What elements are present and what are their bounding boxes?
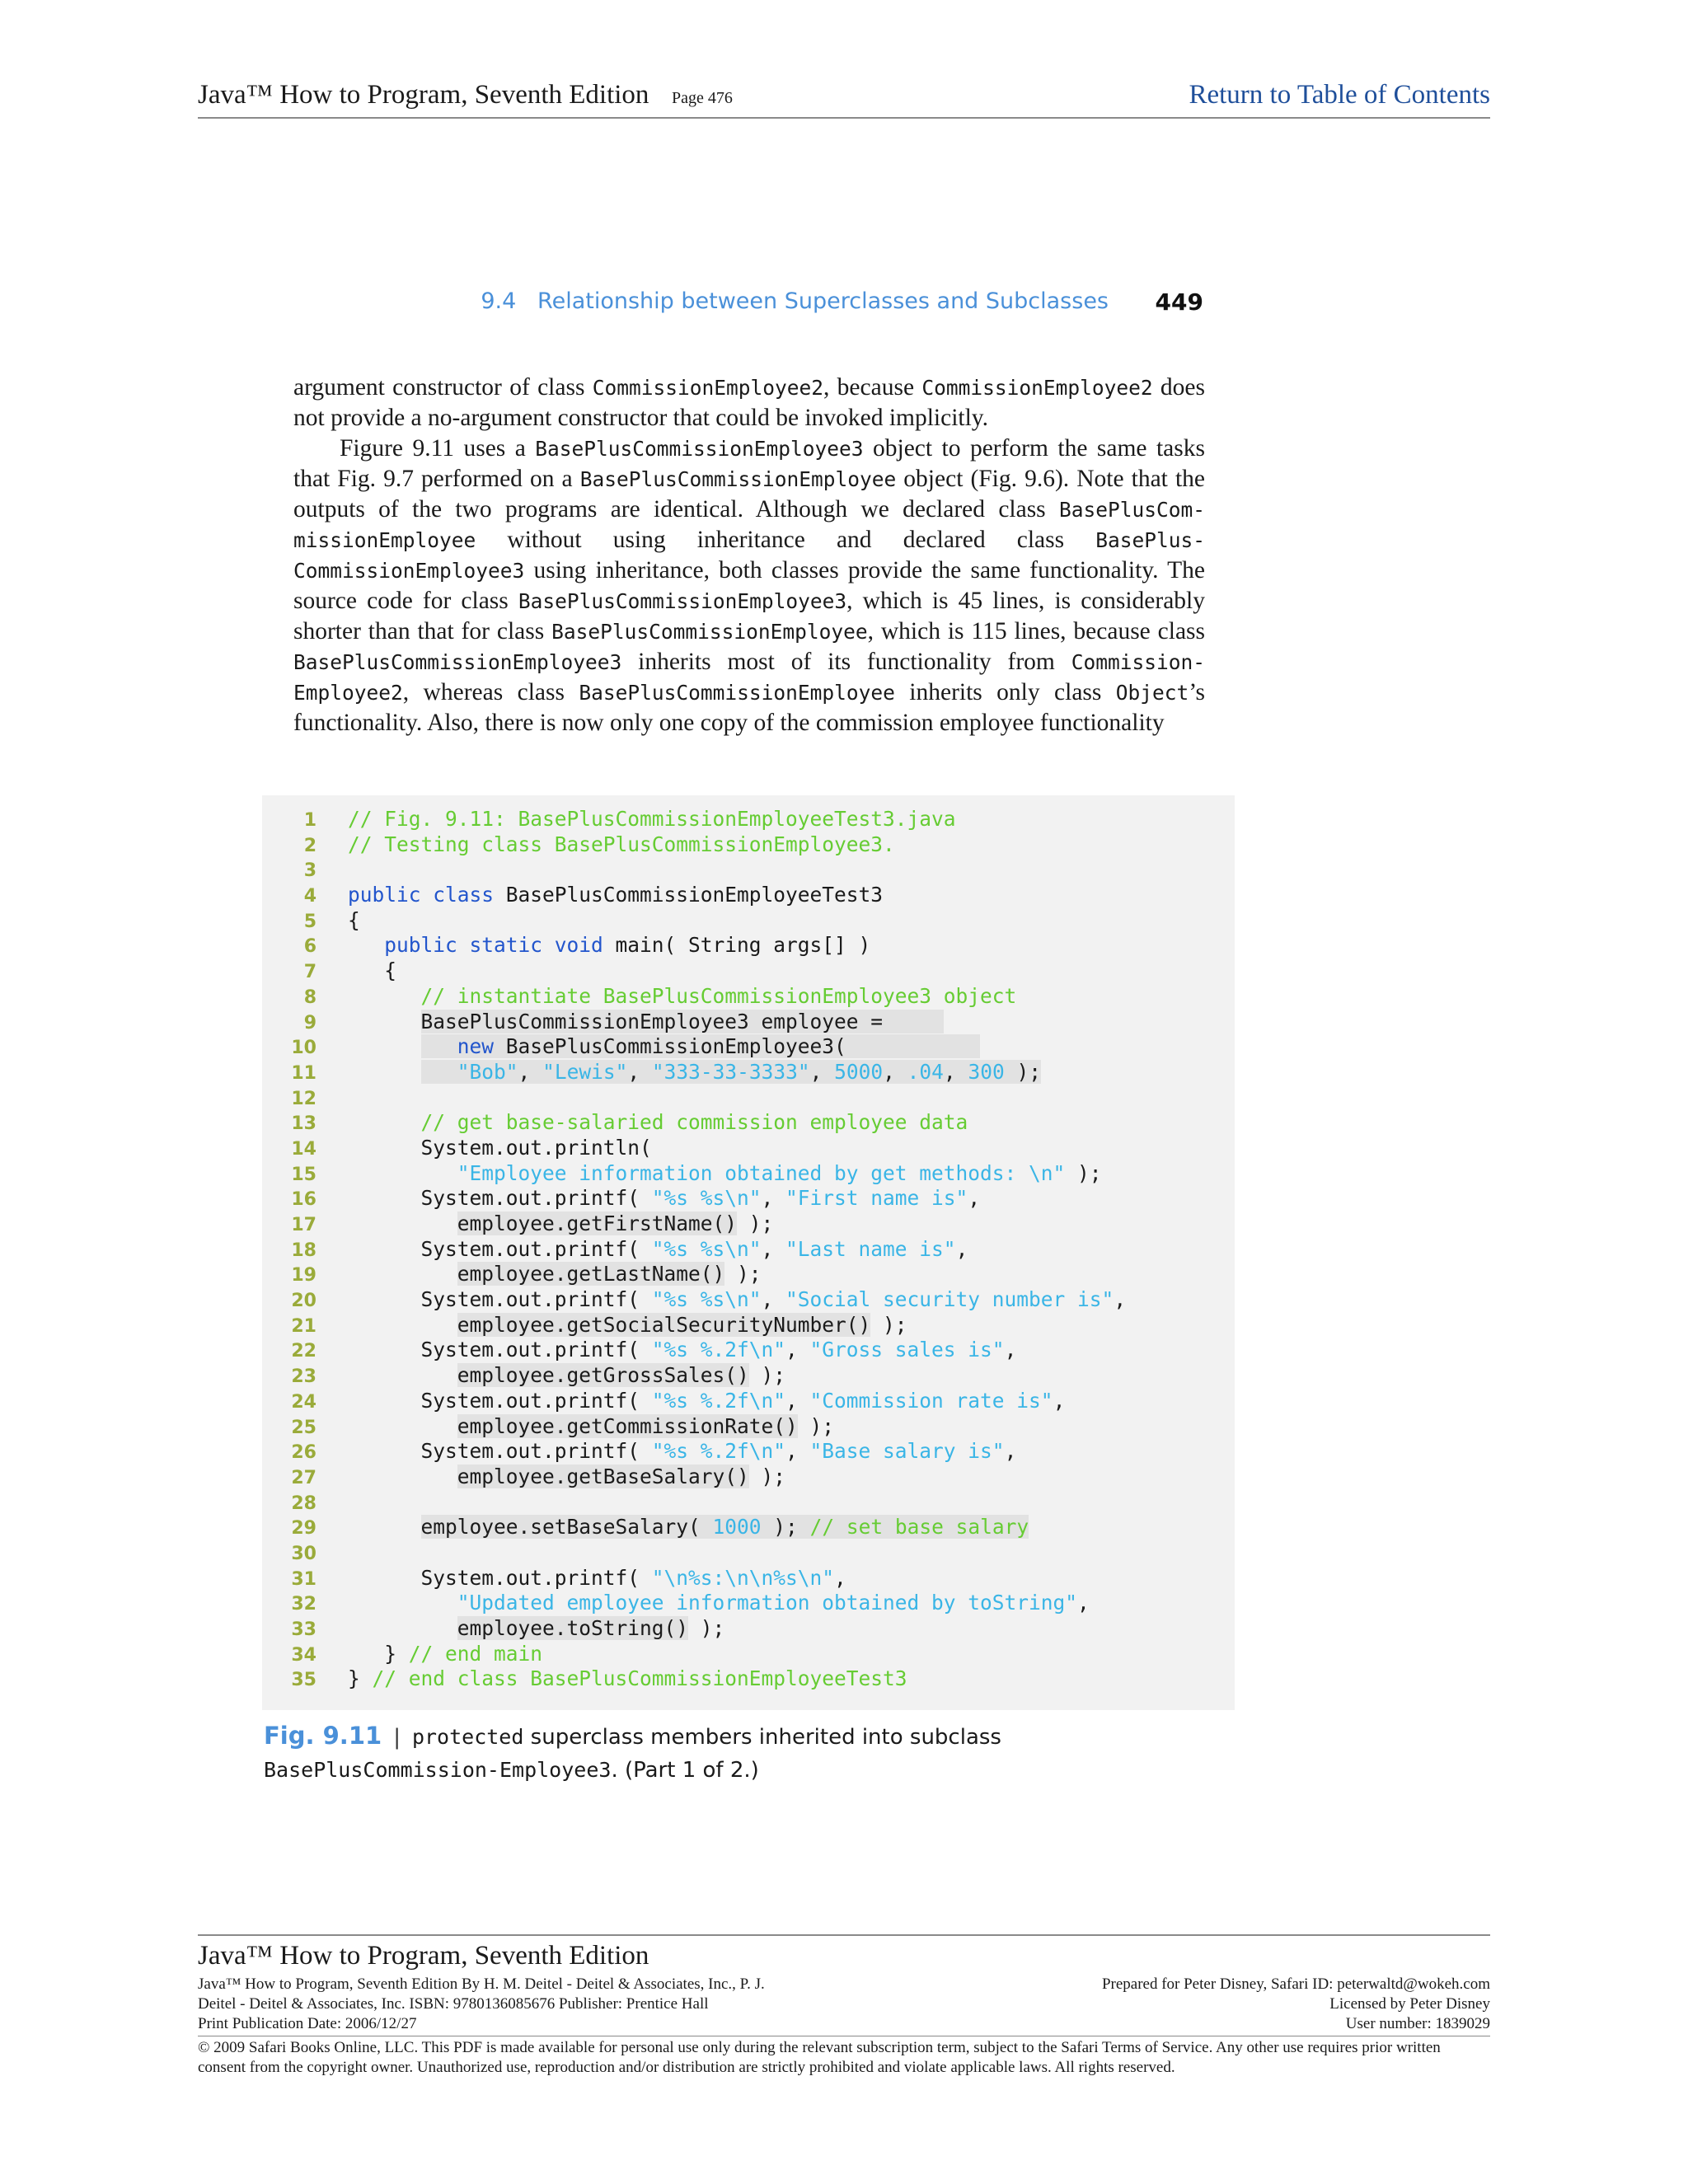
code-token: new bbox=[457, 1034, 506, 1059]
footer-right-line: User number: 1839029 bbox=[1345, 2015, 1490, 2032]
code-token: // end class BasePlusCommissionEmployeeTest3 bbox=[372, 1666, 907, 1691]
code-token: , bbox=[785, 1388, 810, 1413]
code-token bbox=[348, 933, 384, 957]
code-line bbox=[280, 883, 1126, 908]
paragraph bbox=[293, 434, 1205, 738]
code-token bbox=[348, 1110, 421, 1134]
code-token: "Lewis" bbox=[542, 1059, 628, 1084]
inline-code: BasePlusCommissionEmployee3 bbox=[518, 589, 847, 613]
line-number: 23 bbox=[291, 1366, 316, 1388]
footer-row bbox=[198, 1994, 1490, 2014]
line-number: 25 bbox=[291, 1417, 316, 1438]
code-token: "Updated employee information obtained by toString" bbox=[457, 1591, 1078, 1615]
code-line bbox=[280, 1313, 1126, 1338]
code-token: "%s %s\n" bbox=[651, 1287, 762, 1312]
line-number: 10 bbox=[291, 1038, 316, 1059]
code-token bbox=[348, 984, 421, 1008]
code-token bbox=[348, 1034, 421, 1058]
code-token: "Last name is" bbox=[785, 1236, 956, 1261]
footer-row bbox=[198, 1975, 1490, 1994]
code-token: , bbox=[1077, 1591, 1090, 1615]
code-token bbox=[421, 1034, 457, 1058]
body-text bbox=[293, 373, 1205, 738]
code-token: "Commission rate is" bbox=[809, 1388, 1053, 1413]
line-number: 6 bbox=[303, 936, 316, 958]
code-token: ); bbox=[1004, 1059, 1041, 1084]
code-token: 5000 bbox=[834, 1059, 884, 1084]
paragraph bbox=[293, 373, 1205, 434]
code-token: } bbox=[348, 1666, 373, 1691]
code-line bbox=[280, 933, 1126, 958]
text-run: object (Fig. 9.6). Note that the outputs of the two programs are identical. Although we declared class bbox=[293, 466, 1205, 523]
code-token: , bbox=[1004, 1439, 1017, 1464]
code-line bbox=[280, 1490, 1126, 1516]
inline-code: BasePlusCommissionEmployee3 bbox=[535, 437, 864, 461]
code-line bbox=[280, 1414, 1126, 1440]
text-run: inherits only class bbox=[894, 679, 1116, 705]
code-token bbox=[348, 1313, 457, 1337]
code-token: "Base salary is" bbox=[809, 1439, 1005, 1464]
line-number: 8 bbox=[303, 987, 316, 1008]
code-token bbox=[348, 1212, 457, 1235]
code-token: , bbox=[761, 1236, 786, 1261]
line-number: 11 bbox=[291, 1062, 316, 1084]
line-number: 24 bbox=[291, 1391, 316, 1413]
code-token: , bbox=[761, 1287, 786, 1312]
code-line bbox=[280, 1591, 1126, 1616]
line-number: 4 bbox=[303, 886, 316, 907]
text-run: without using inheritance and declared class bbox=[476, 527, 1096, 553]
code-token: ); bbox=[737, 1212, 774, 1235]
line-number: 21 bbox=[291, 1315, 316, 1337]
inline-code: BasePlusCommissionEmployee bbox=[551, 620, 868, 644]
line-number: 7 bbox=[303, 962, 316, 983]
code-token: , bbox=[1114, 1287, 1127, 1312]
code-line bbox=[280, 1010, 1126, 1035]
figure-label: Fig. 9.11 bbox=[264, 1722, 382, 1750]
code-token: main( String args[] ) bbox=[615, 933, 871, 958]
inline-code: Commission-Employee2 bbox=[293, 650, 1205, 705]
line-number: 26 bbox=[291, 1442, 316, 1464]
code-line bbox=[280, 1540, 1126, 1566]
code-token: , bbox=[834, 1565, 846, 1590]
code-token: System.out.printf( bbox=[348, 1236, 652, 1261]
code-token: , bbox=[955, 1236, 968, 1261]
footer-title: Java™ How to Program, Seventh Edition bbox=[198, 1941, 649, 1971]
code-token: System.out.printf( bbox=[348, 1388, 652, 1413]
code-token: ); bbox=[870, 1312, 907, 1337]
text-run: superclass members inherited into subclass bbox=[523, 1725, 1001, 1750]
code-token bbox=[348, 1262, 457, 1286]
text-run: inherits most of its functionality from bbox=[621, 649, 1071, 675]
code-token: { bbox=[348, 907, 360, 932]
code-line bbox=[280, 1666, 1126, 1692]
line-number: 22 bbox=[291, 1341, 316, 1362]
code-token: ); bbox=[797, 1413, 835, 1438]
code-token: , bbox=[883, 1059, 907, 1084]
code-token: employee.getCommissionRate() bbox=[457, 1413, 798, 1438]
code-token: employee.toString() bbox=[457, 1616, 689, 1640]
code-lines bbox=[280, 807, 1126, 1692]
code-token: { bbox=[348, 958, 397, 983]
code-token: , bbox=[968, 1186, 981, 1211]
line-number: 28 bbox=[291, 1493, 316, 1514]
code-token: "Gross sales is" bbox=[809, 1338, 1005, 1362]
code-token bbox=[348, 1010, 421, 1033]
footer bbox=[198, 1934, 1490, 2078]
text-run: does not provide a no-argument constructor that could be invoked implicitly. bbox=[293, 374, 1206, 431]
line-number: 16 bbox=[291, 1189, 316, 1211]
footer-right-line: Prepared for Peter Disney, Safari ID: peterwaltd@wokeh.com bbox=[1101, 1975, 1490, 1993]
code-token: , bbox=[943, 1059, 968, 1084]
footer-left-line: Deitel - Deitel & Associates, Inc. ISBN: 9780136085676 Publisher: Prentice Hall bbox=[198, 1995, 709, 2013]
code-token: ); bbox=[1065, 1160, 1102, 1185]
code-token: "%s %s\n" bbox=[651, 1236, 762, 1261]
code-token: // Testing class BasePlusCommissionEmployee3. bbox=[348, 832, 895, 856]
code-token: , bbox=[1053, 1388, 1066, 1413]
text-run: , because bbox=[823, 374, 922, 401]
code-token bbox=[348, 1060, 421, 1084]
line-number: 13 bbox=[291, 1113, 316, 1135]
code-token: "Bob" bbox=[457, 1059, 518, 1084]
code-token: } bbox=[348, 1641, 409, 1666]
code-token: .04 bbox=[907, 1059, 944, 1084]
line-number: 31 bbox=[291, 1568, 316, 1590]
code-token bbox=[348, 1465, 457, 1488]
code-line bbox=[280, 1363, 1126, 1389]
inline-code: BasePlusCommissionEmployee3 bbox=[293, 650, 622, 674]
text-run: , whereas class bbox=[402, 679, 579, 705]
code-token: public class bbox=[348, 883, 506, 907]
code-line bbox=[280, 1237, 1126, 1263]
text-run: argument constructor of class bbox=[293, 374, 593, 401]
line-number: 32 bbox=[291, 1594, 316, 1615]
code-token: employee.getGrossSales() bbox=[457, 1363, 749, 1388]
text-run: . (Part 1 of 2.) bbox=[611, 1758, 759, 1783]
code-token: ); bbox=[748, 1363, 786, 1388]
code-token: "%s %.2f\n" bbox=[651, 1338, 786, 1362]
code-token bbox=[421, 1060, 457, 1084]
code-token: "%s %.2f\n" bbox=[651, 1388, 786, 1413]
code-token: ); bbox=[748, 1464, 786, 1488]
code-line bbox=[280, 1060, 1126, 1085]
code-line bbox=[280, 1161, 1126, 1187]
code-token bbox=[348, 1591, 457, 1615]
line-number: 9 bbox=[303, 1012, 316, 1033]
code-token: , bbox=[518, 1059, 543, 1084]
code-line bbox=[280, 807, 1126, 832]
code-line bbox=[280, 1287, 1126, 1313]
code-line bbox=[280, 1262, 1126, 1287]
code-token: "\n%s:\n\n%s\n" bbox=[651, 1565, 835, 1590]
code-token: System.out.printf( bbox=[348, 1439, 652, 1464]
text-run: , which is 115 lines, because class bbox=[867, 618, 1206, 644]
code-token: "%s %.2f\n" bbox=[651, 1439, 786, 1464]
running-head bbox=[481, 288, 1203, 325]
code-token: // set base salary bbox=[809, 1515, 1029, 1540]
code-token bbox=[348, 1414, 457, 1438]
text-run: ’s functionality. Also, there is now only one copy of the commission employee functionality bbox=[293, 679, 1205, 736]
code-token: System.out.printf( bbox=[348, 1565, 652, 1590]
top-header bbox=[198, 76, 1490, 119]
code-token: ); bbox=[688, 1616, 725, 1640]
section-title: 9.4 Relationship between Superclasses and Subclasses bbox=[481, 288, 1109, 314]
line-number: 3 bbox=[303, 860, 316, 882]
text-run: , which is 45 lines, is considerably shorter than that for class bbox=[293, 588, 1205, 644]
code-token: 300 bbox=[968, 1059, 1005, 1084]
code-token: System.out.printf( bbox=[348, 1186, 652, 1211]
code-token: employee.getLastName() bbox=[457, 1262, 725, 1286]
text-run: Figure 9.11 uses a bbox=[340, 435, 536, 462]
inline-code: BasePlus-CommissionEmployee3 bbox=[293, 528, 1205, 583]
code-token: ); bbox=[724, 1262, 762, 1286]
code-line bbox=[280, 1515, 1126, 1540]
code-token: ); bbox=[761, 1515, 810, 1540]
code-line bbox=[280, 1338, 1126, 1363]
inline-code: BasePlusCommission-Employee3 bbox=[264, 1758, 612, 1782]
inline-code: protected bbox=[411, 1725, 524, 1749]
code-token: , bbox=[761, 1186, 786, 1211]
line-number: 33 bbox=[291, 1619, 316, 1640]
code-token: employee.getBaseSalary() bbox=[457, 1464, 749, 1488]
code-line bbox=[280, 1439, 1126, 1465]
code-line bbox=[280, 1465, 1126, 1490]
code-token: BasePlusCommissionEmployee3( bbox=[505, 1034, 981, 1059]
code-token: "Social security number is" bbox=[785, 1287, 1114, 1312]
inline-code: BasePlusCom-missionEmployee bbox=[293, 498, 1205, 552]
line-number: 27 bbox=[291, 1467, 316, 1488]
code-token bbox=[348, 1616, 457, 1640]
inline-code: BasePlusCommissionEmployee bbox=[579, 467, 897, 491]
line-number: 14 bbox=[291, 1138, 316, 1160]
code-token: public static void bbox=[384, 933, 616, 958]
line-number: 17 bbox=[291, 1215, 316, 1235]
line-number: 34 bbox=[291, 1644, 316, 1666]
page-label: Page 476 bbox=[672, 89, 733, 107]
code-line bbox=[280, 1212, 1126, 1237]
code-token: // end main bbox=[408, 1641, 543, 1666]
code-token bbox=[348, 1363, 457, 1387]
line-number: 5 bbox=[303, 911, 316, 932]
code-line bbox=[280, 1566, 1126, 1591]
code-token: , bbox=[785, 1338, 810, 1362]
code-line bbox=[280, 984, 1126, 1010]
figure-caption bbox=[264, 1719, 1220, 1787]
code-token: BasePlusCommissionEmployeeTest3 bbox=[505, 883, 884, 907]
code-token: "First name is" bbox=[785, 1186, 968, 1211]
footer-copyright: © 2009 Safari Books Online, LLC. This PDF is made available for personal use only during the relevant subscription term, subject to the Safari Terms of Service. Any other use requires prior written consent from the copyright owner. Unauthorized use, reproduction and/or distribution are strictly prohibited and violate applicable laws. All rights reserved. bbox=[198, 2036, 1490, 2078]
code-token: employee.getFirstName() bbox=[457, 1212, 738, 1235]
line-number: 12 bbox=[291, 1088, 316, 1109]
code-token: 1000 bbox=[712, 1515, 762, 1540]
code-token: // instantiate BasePlusCommissionEmployee3 object bbox=[420, 983, 1017, 1008]
code-line bbox=[280, 1186, 1126, 1212]
text-run: object to perform the same tasks that Fig. 9.7 performed on a bbox=[293, 435, 1205, 492]
code-token: employee.setBaseSalary( bbox=[420, 1515, 713, 1540]
code-token: "Employee information obtained by get methods: \n" bbox=[457, 1160, 1066, 1185]
line-number: 18 bbox=[291, 1240, 316, 1261]
code-token: System.out.println( bbox=[348, 1135, 652, 1160]
inline-code: Object bbox=[1115, 681, 1189, 705]
code-token: employee.getSocialSecurityNumber() bbox=[457, 1312, 871, 1337]
code-line bbox=[280, 857, 1126, 883]
inline-code: BasePlusCommissionEmployee bbox=[579, 681, 895, 705]
footer-right-line: Licensed by Peter Disney bbox=[1329, 1995, 1490, 2013]
code-token: // Fig. 9.11: BasePlusCommissionEmployeeTest3.java bbox=[348, 807, 956, 831]
code-token: System.out.printf( bbox=[348, 1338, 652, 1362]
line-number: 20 bbox=[291, 1291, 316, 1312]
line-number: 35 bbox=[291, 1670, 316, 1691]
book-title: Java™ How to Program, Seventh Edition bbox=[198, 80, 649, 110]
code-line bbox=[280, 908, 1126, 934]
code-line bbox=[280, 1642, 1126, 1667]
code-line bbox=[280, 1616, 1126, 1642]
code-line bbox=[280, 1136, 1126, 1161]
code-token bbox=[348, 1515, 421, 1539]
text-run: using inheritance, both classes provide the same functionality. The source code for class bbox=[293, 557, 1205, 614]
footer-left-line: Java™ How to Program, Seventh Edition By H. M. Deitel - Deitel & Associates, Inc., P. J. bbox=[198, 1975, 765, 1993]
line-number: 2 bbox=[303, 835, 316, 856]
line-number: 1 bbox=[303, 810, 316, 831]
code-line bbox=[280, 832, 1126, 858]
inline-code: CommissionEmployee2 bbox=[921, 376, 1153, 400]
code-line bbox=[280, 1110, 1126, 1136]
code-token: "%s %s\n" bbox=[651, 1186, 762, 1211]
code-listing bbox=[262, 795, 1235, 1710]
line-number: 30 bbox=[291, 1543, 316, 1564]
code-token: BasePlusCommissionEmployee3 employee = bbox=[420, 1009, 944, 1033]
code-token: , bbox=[809, 1059, 835, 1084]
code-line bbox=[280, 958, 1126, 984]
footer-left-line: Print Publication Date: 2006/12/27 bbox=[198, 2015, 417, 2032]
code-token: , bbox=[1004, 1338, 1017, 1362]
code-line bbox=[280, 1034, 1126, 1060]
caption-separator: | bbox=[393, 1725, 401, 1750]
line-number: 15 bbox=[291, 1164, 316, 1185]
code-token: // get base-salaried commission employee data bbox=[420, 1110, 968, 1135]
page-number: 449 bbox=[1155, 288, 1203, 316]
line-number: 29 bbox=[291, 1518, 316, 1540]
code-token: , bbox=[627, 1059, 652, 1084]
code-token: System.out.printf( bbox=[348, 1287, 652, 1312]
code-token bbox=[348, 1161, 457, 1185]
table-of-contents-link[interactable]: Return to Table of Contents bbox=[1189, 80, 1490, 110]
code-line bbox=[280, 1085, 1126, 1111]
code-line bbox=[280, 1389, 1126, 1414]
line-number: 19 bbox=[291, 1265, 316, 1286]
footer-row bbox=[198, 2014, 1490, 2034]
code-token: , bbox=[785, 1439, 810, 1464]
code-token: "333-33-3333" bbox=[651, 1059, 810, 1084]
inline-code: CommissionEmployee2 bbox=[592, 376, 823, 400]
